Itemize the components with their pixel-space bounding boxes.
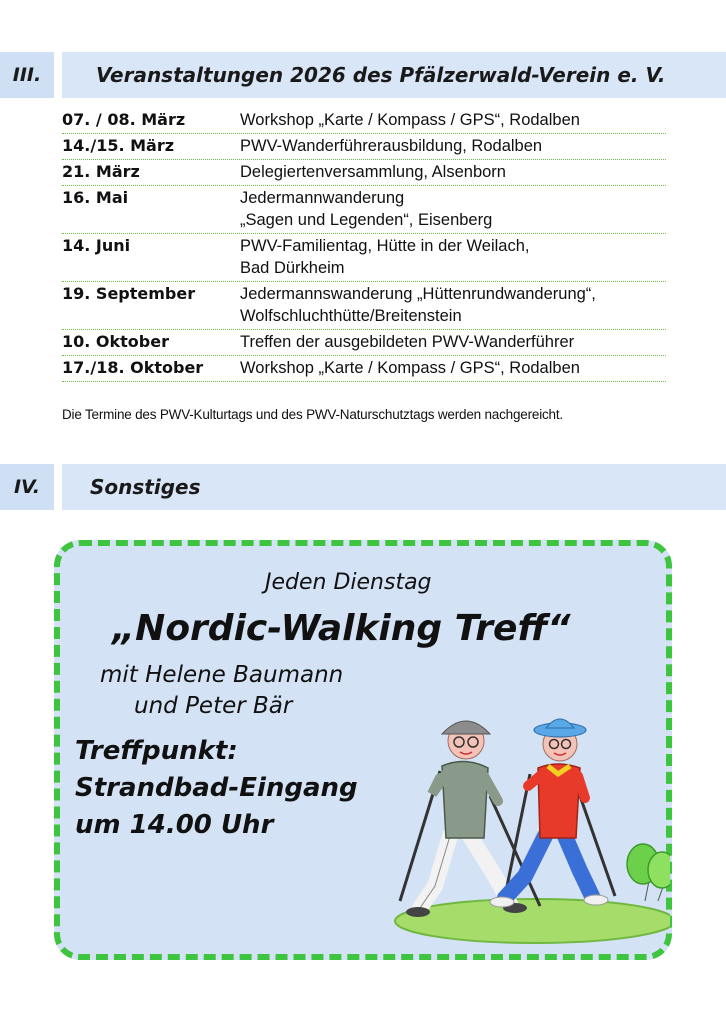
section-number: III. (0, 52, 54, 98)
event-date: 17./18. Oktober (62, 358, 204, 377)
event-date: 14./15. März (62, 136, 175, 155)
event-description-line: Jedermannswanderung „Hüttenrundwanderung“, (240, 285, 596, 303)
event-date: 21. März (62, 162, 140, 181)
meeting-label: Treffpunkt: (75, 736, 238, 766)
weekday-line: Jeden Dienstag (265, 570, 432, 595)
section-title: Veranstaltungen 2026 des Pfälzerwald-Verein e. V. (96, 63, 666, 87)
event-date: 07. / 08. März (62, 110, 186, 129)
event-description-line: Wolfschluchthütte/Breitenstein (240, 307, 462, 325)
event-row (62, 160, 666, 186)
event-date: 10. Oktober (62, 332, 169, 351)
host-line-2: und Peter Bär (134, 693, 293, 719)
event-row (62, 186, 666, 234)
event-description (240, 357, 666, 379)
event-description (240, 187, 666, 231)
nordic-headline: „Nordic-Walking Treff“ (112, 608, 571, 649)
event-description-line: Workshop „Karte / Kompass / GPS“, Rodalben (240, 359, 580, 377)
event-description-line: PWV-Familientag, Hütte in der Weilach, (240, 237, 530, 255)
meeting-place: Strandbad-Eingang (75, 773, 358, 803)
event-description-line: Treffen der ausgebildeten PWV-Wanderführer (240, 333, 575, 351)
event-date: 14. Juni (62, 236, 131, 255)
event-description-line: Bad Dürkheim (240, 259, 345, 277)
section-header-misc (0, 464, 726, 510)
nordic-walkers-illustration (380, 686, 670, 961)
meeting-time: um 14.00 Uhr (75, 810, 274, 840)
section-number: IV. (0, 464, 54, 510)
event-row (62, 282, 666, 330)
host-line-1: mit Helene Baumann (100, 662, 344, 688)
event-description (240, 109, 666, 131)
event-description-line: PWV-Wanderführerausbildung, Rodalben (240, 137, 543, 155)
event-description (240, 235, 666, 279)
event-date: 16. Mai (62, 188, 129, 207)
event-description-line: „Sagen und Legenden“, Eisenberg (240, 211, 493, 229)
events-list (62, 108, 666, 382)
nordic-walking-box (54, 540, 672, 960)
section-header-events (0, 52, 726, 98)
event-row (62, 234, 666, 282)
event-description (240, 331, 666, 353)
event-description (240, 161, 666, 183)
event-description-line: Delegiertenversammlung, Alsenborn (240, 163, 506, 181)
event-row (62, 330, 666, 356)
events-note: Die Termine des PWV-Kulturtags und des PWV-Naturschutztags werden nachgereicht. (62, 407, 563, 422)
section-title: Sonstiges (90, 475, 201, 499)
event-row (62, 134, 666, 160)
event-description-line: Workshop „Karte / Kompass / GPS“, Rodalben (240, 111, 580, 129)
event-description-line: Jedermannwanderung (240, 189, 405, 207)
event-row (62, 356, 666, 382)
event-date: 19. September (62, 284, 196, 303)
event-description (240, 283, 666, 327)
event-row (62, 108, 666, 134)
event-description (240, 135, 666, 157)
